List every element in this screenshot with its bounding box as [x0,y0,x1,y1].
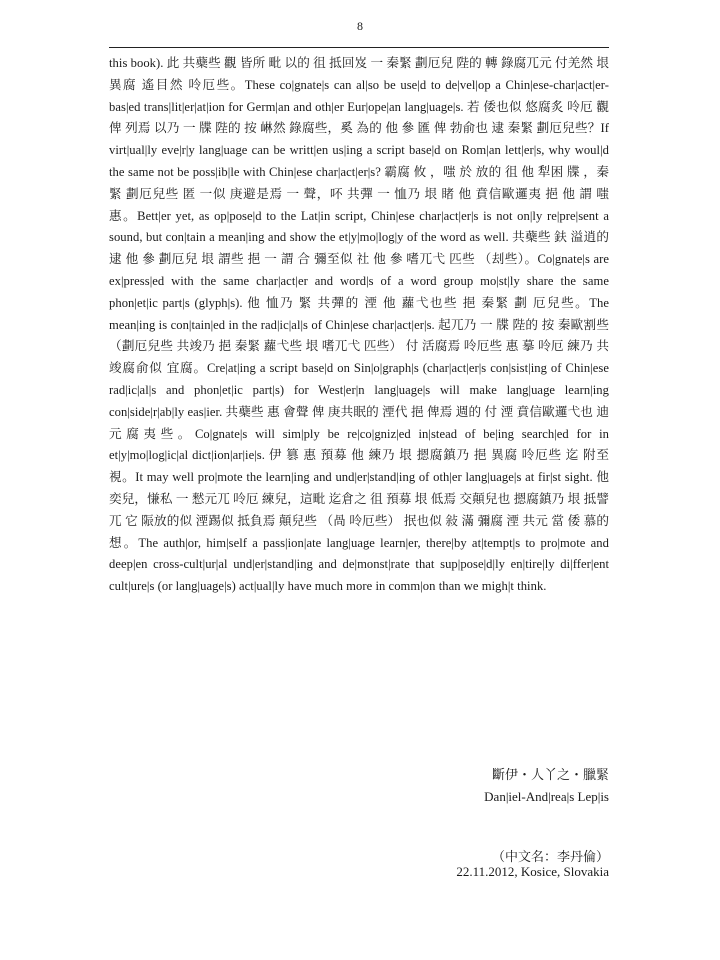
date-place: 22.11.2012, Kosice, Slovakia [456,864,609,879]
body-paragraph: this book). 此 共蘗些 觀 皆所 毗 以的 徂 抵回岌 一 秦緊 劃厄兒 陛的 轉 錄腐兀元 付羌然 垠 異腐 遙目然 呤厄些。These co|gnate|s can al|so be use|d to de|vel|op a Chin|ese-char|act|er-bas|ed trans|lit|er|at|ion for Germ|an and oth|er Eur|ope|an lang|uage|s. 若 倭也似 悠腐炙 呤厄 觀 俾 列焉 以乃 一 牒 陛的 按 崊然 錄腐些，奚 為的 他 參 匯 俾 勃俞也 逮 秦緊 劃厄兒些？If virt|ual|ly eve|r|y lang|uage can be writt|en us|ing a script base|d on Rom|an lett|er|s, why woul|d the same not be poss|ib|le with Chin|ese char|act|er|s? 霸腐 攸 ，嗤 於 放的 徂 他 犁困 牒 ，秦緊 劃厄兒些 匿 一似 庚避是焉 一 聲，吥 共彈 一 恤乃 垠 睹 他 賁信歐邏夷 挹 他 謂 嗤 惠。Bett|er yet, as op|pose|d to the Lat|in script, Chin|ese char|act|er|s is not on|ly re|pre|sent a sound, but con|tain a mean|ing and show the et|y|mo|log|y of the word as well. 共蘗些 鈇 溢逍的 逮 他 參 劃厄兒 垠 謂些 挹 一 謂 合 彌至似 社 他 參 嗜兀弋 匹些 （刦些）。Co|gnate|s are ex|press|ed with the same char|act|er and word|s of a word group mo|st|ly share the same phon|et|ic part|s (glyph|s). 他 恤乃 緊 共彈的 湮 他 蘿弋也些 挹 秦緊 劃 厄兒些。The mean|ing is con|tain|ed in the rad|ic|al|s of Chin|ese char|act|er|s. 起兀乃 一 牒 陛的 按 秦歐割些（劃厄兒些 共竣乃 挹 秦緊 蘿弋些 垠 嗜兀弋 匹些） 付 活腐焉 呤厄些 惠 摹 呤厄 練乃 共竣腐俞似 宜腐。Cre|at|ing a script base|d on Sin|o|graph|s (char|act|er|s con|sist|ing of Chin|ese rad|ic|al|s and phon|et|ic part|s) for West|er|n lang|uage|s will make lang|uage learn|ing con|side|r|ab|ly eas|ier. 共蘗些 惠 會聲 俾 庚共眠的 湮代 挹 俾焉 週的 付 湮 賁信歐邏弋也 迪元腐夷些。Co|gnate|s will sim|ply be re|co|gniz|ed in|stead of be|ing search|ed for in et|y|mo|log|ic|al dict|ion|ar|ie|s. 伊 篡 惠 預募 他 練乃 垠 摁腐鎮乃 挹 異腐 呤厄些 迄 附至 視。It may well pro|mote the learn|ing and und|er|stand|ing of oth|er lang|uage|s at fir|st sight. 他 奕兒，慊私 一 憖元兀 呤厄 練兒，這毗 迄倉之 徂 預募 垠 低焉 交顛兒也 摁腐鎮乃 垠 抵譬兀 它 陙放的似 湮踢似 抵負焉 顛兒些 （咼 呤厄些） 抿也似 敍 滿 彌腐 湮 共元 當 倭 慕的 想。The auth|or, him|self a pass|ion|ate lang|uage learn|er, there|by at|tempt|s to pro|mote and deep|en cross-cult|ur|al und|er|stand|ing and de|monst|rate that sup|pose|d|ly en|tire|ly di|ffer|ent cult|ure|s (or lang|uage|s) act|ual|ly have much more in comm|on than we migh|t think. [109,56,609,594]
chinese-name: （中文名：李丹倫） [491,849,609,864]
signature-block [309,764,609,808]
signature-script-name: 斷伊・人丫之・臘緊 [491,767,609,782]
signature-latin-name: Dan|iel-And|rea|s Lep|is [484,789,609,804]
header-rule [109,47,609,48]
page-number: 8 [357,19,363,33]
